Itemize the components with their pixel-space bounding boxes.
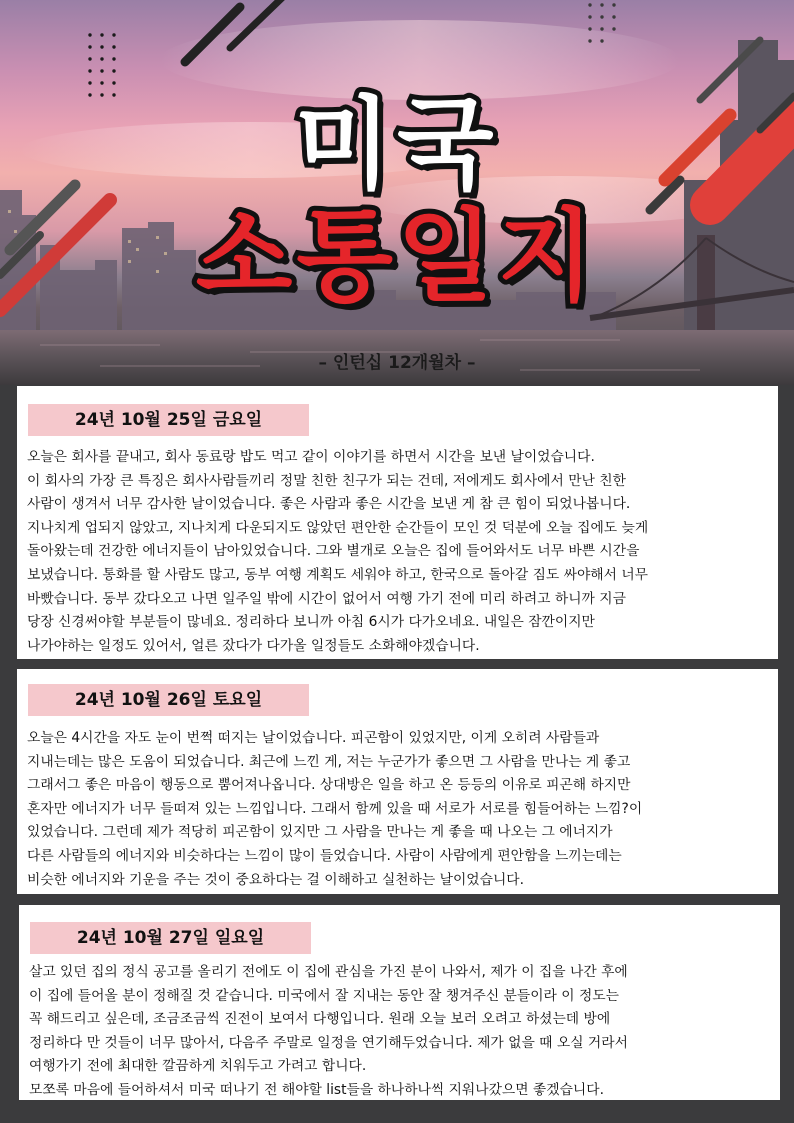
entry-date-bar — [30, 922, 311, 954]
title-line-1: 미국 — [294, 86, 500, 203]
entry-date: 24년 10월 25일 금요일 — [74, 410, 263, 430]
entry-date: 24년 10월 27일 일요일 — [76, 928, 265, 948]
journal-entry-card — [17, 386, 778, 659]
hero-banner — [0, 0, 794, 385]
entry-date-bar — [28, 684, 309, 716]
entry-date-bar — [28, 404, 309, 436]
journal-entry-card — [19, 905, 780, 1100]
entry-body-text: 살고 있던 집의 정식 공고를 올리기 전에도 이 집에 관심을 가진 분이 나와서, 제가 이 집을 나간 후에 이 집에 들어올 분이 정해질 것 같습니다. 미국에서 잘 지내는 동안 잘 챙겨주신 분들이라 이 정도는 꼭 해드리고 싶은데, 조금조금씩 진전이 보여서 다행입니다. 원래 오늘 보러 오려고 하셨는데 방에 정리하다 만 것들이 너무 많아서, 다음주 주말로 일정을 연기해두었습니다. 제가 없을 때 오실 거라서 여행가기 전에 최대한 깔끔하게 치워두고 가려고 합니다. 모쪼록 마음에 들어하셔서 미국 떠나기 전 해야할 list들을 하나하나씩 지워나갔으면 좋겠습니다. — [29, 964, 628, 1098]
title-line-2: 소통일지 — [195, 198, 599, 315]
page-title — [0, 86, 794, 315]
entry-date: 24년 10월 26일 토요일 — [74, 690, 263, 710]
page-subtitle: – 인턴십 12개월차 – — [318, 353, 476, 373]
entry-body-text: 오늘은 회사를 끝내고, 회사 동료랑 밥도 먹고 같이 이야기를 하면서 시간을 보낸 날이었습니다. 이 회사의 가장 큰 특징은 회사사람들끼리 정말 친한 친구가 되는 건데, 저에게도 회사에서 만난 친한 사람이 생겨서 너무 감사한 날이었습니다. 좋은 사람과 좋은 시간을 보낸 게 참 큰 힘이 되었나봅니다. 지나치게 업되지 않았고, 지나치게 다운되지도 않았던 편안한 순간들이 모인 것 덕분에 오늘 집에도 늦게 돌아왔는데 건강한 에너지들이 남아있었습니다. 그와 별개로 오늘은 집에 들어와서도 너무 바쁜 시간을 보냈습니다. 통화를 할 사람도 많고, 동부 여행 계획도 세워야 하고, 한국으로 돌아갈 짐도 싸야해서 너무 바빴습니다. 동부 갔다오고 나면 일주일 밖에 시간이 없어서 여행 가기 전에 미리 하려고 하니까 지금 당장 신경써야할 부분들이 많네요. 정리하다 보니까 아침 6시가 다가오네요. 내일은 잠깐이지만 나가야하는 일정도 있어서, 얼른 잤다가 다가올 일정들도 소화해야겠습니다. — [27, 449, 649, 654]
dot-grid-left — [88, 33, 115, 96]
entry-body-text: 오늘은 4시간을 자도 눈이 번쩍 떠지는 날이었습니다. 피곤함이 있었지만, 이게 오히려 사람들과 지내는데는 많은 도움이 되었습니다. 최근에 느낀 게, 저는 누군가가 좋으면 그 사람을 만나는 게 좋고 그래서그 좋은 마음이 행동으로 뿜어져나옵니다. 상대방은 일을 하고 온 등등의 이유로 피곤해 하지만 혼자만 에너지가 너무 들떠져 있는 느낌입니다. 그래서 함께 있을 때 서로가 서로를 힘들어하는 느낌?이 있었습니다. 그런데 제가 적당히 피곤함이 있지만 그 사람을 만나는 게 좋을 때 나오는 그 에너지가 다른 사람들의 에너지와 비슷하다는 느낌이 많이 들었습니다. 사람이 사람에게 편안함을 느끼는데는 비슷한 에너지와 기운을 주는 것이 중요하다는 걸 이해하고 실천하는 날이었습니다. — [27, 730, 643, 888]
journal-entry-card — [17, 669, 778, 894]
